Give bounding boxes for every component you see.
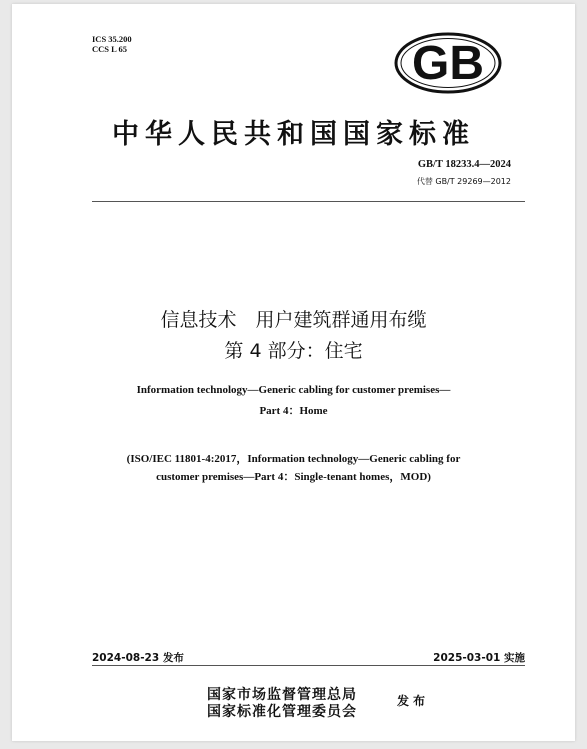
iso-reference-line2: customer premises—Part 4：Single-tenant homes，MOD) — [156, 471, 431, 483]
classification-codes — [92, 34, 132, 54]
issuer-line2: 国家标准化管理委员会 — [207, 704, 357, 720]
document-page — [12, 4, 575, 741]
gb-logo — [394, 32, 502, 94]
standard-category-title: 中华人民共和国国家标准 — [112, 119, 475, 150]
chinese-title-line2: 第 4 部分：住宅 — [224, 340, 363, 362]
implement-date: 2025-03-01 实施 — [433, 652, 525, 664]
ics-code: ICS 35.200 — [92, 34, 132, 44]
issuer-line1: 国家市场监督管理总局 — [207, 687, 357, 703]
standard-number: GB/T 18233.4—2024 — [417, 159, 511, 170]
replaces-standard: 代替 GB/T 29269—2012 — [416, 177, 511, 186]
iso-reference-line1: (ISO/IEC 11801-4:2017，Information technology—Generic cabling for — [126, 453, 461, 465]
issue-word: 发布 — [397, 694, 430, 708]
ccs-code: CCS L 65 — [92, 44, 127, 54]
gb-logo-text: GB — [412, 37, 484, 90]
header-divider — [92, 201, 525, 202]
english-title-line1: Information technology—Generic cabling for customer premises— — [136, 384, 451, 396]
english-title-line2: Part 4：Home — [259, 405, 328, 417]
publish-date: 2024-08-23 发布 — [92, 652, 184, 664]
chinese-title-line1: 信息技术 用户建筑群通用布缆 — [160, 309, 427, 331]
footer-divider — [92, 665, 525, 666]
